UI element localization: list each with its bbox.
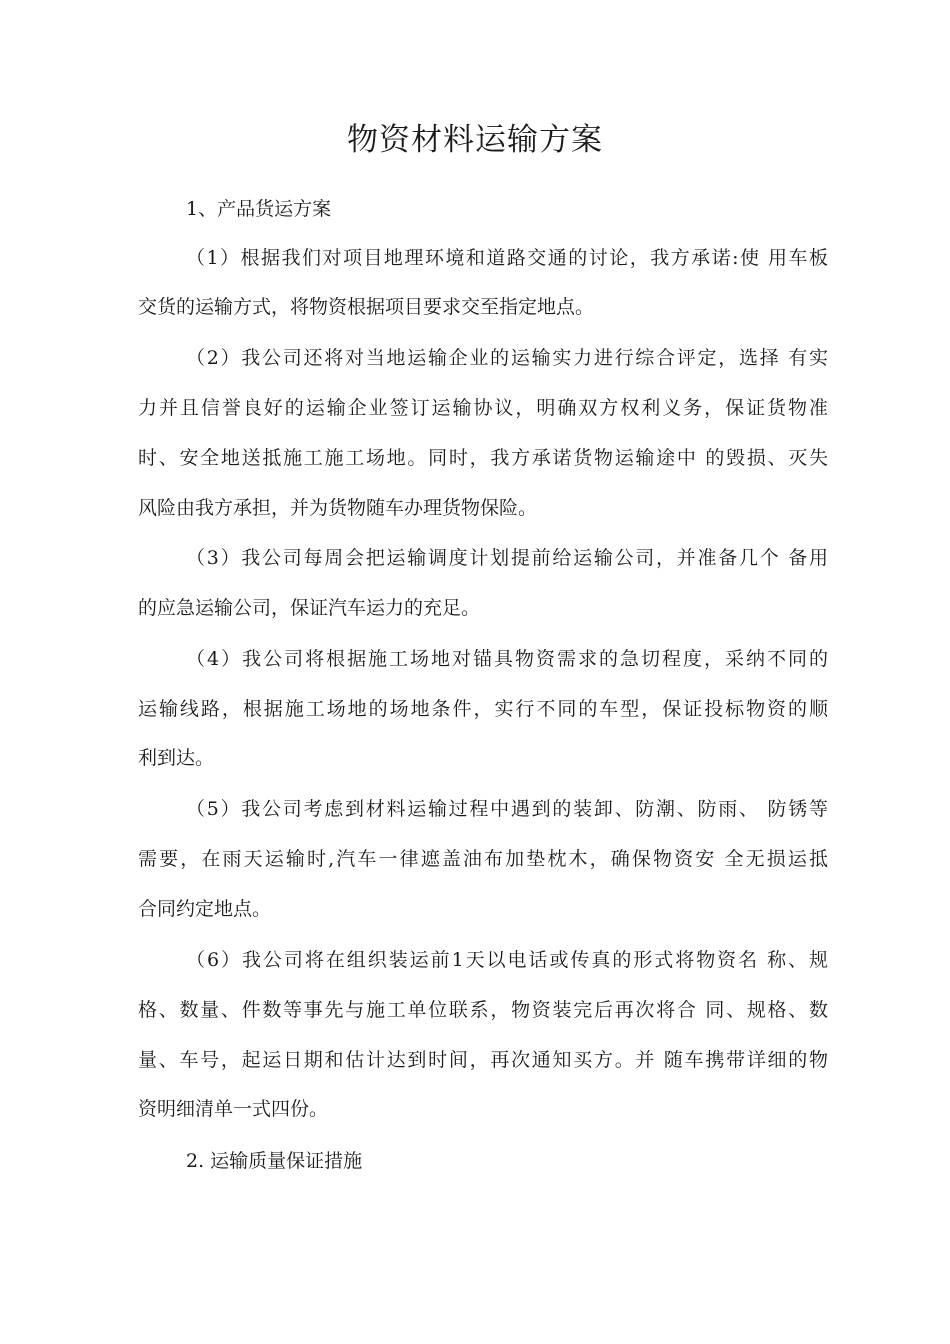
paragraph-line: 的应急运输公司，保证汽车运力的充足。 (138, 597, 481, 619)
paragraph-line: 风险由我方承担，并为货物随车办理货物保险。 (138, 497, 538, 519)
section-heading-1: 1、产品货运方案 (186, 198, 332, 220)
section-heading-2: 2. 运输质量保证措施 (186, 1150, 363, 1172)
document-title: 物资材料运输方案 (347, 122, 603, 158)
paragraph-line: （4）我公司将根据施工场地对锚具物资需求的急切程度，采纳不同的 (186, 648, 828, 670)
paragraph-line: （2）我公司还将对当地运输企业的运输实力进行综合评定，选择 有实 (186, 347, 828, 369)
paragraph-line: 交货的运输方式，将物资根据项目要求交至指定地点。 (138, 296, 595, 318)
paragraph-line: （3）我公司每周会把运输调度计划提前给运输公司，并准备几个 备用 (186, 547, 828, 569)
paragraph-line: 资明细清单一式四份。 (138, 1098, 329, 1120)
paragraph-line: （1）根据我们对项目地理环境和道路交通的讨论，我方承诺:使 用车板 (186, 247, 828, 269)
paragraph-line: 运输线路，根据施工场地的场地条件，实行不同的车型，保证投标物资的顺 (138, 698, 828, 720)
paragraph-line: 量、车号，起运日期和估计达到时间，再次通知买方。并 随车携带详细的物 (138, 1049, 828, 1071)
paragraph-line: 利到达。 (138, 747, 215, 769)
paragraph-line: 合同约定地点。 (138, 898, 272, 920)
paragraph-line: （6）我公司将在组织装运前1天以电话或传真的形式将物资名 称、规 (186, 949, 828, 971)
paragraph-line: 时、安全地送抵施工施工场地。同时，我方承诺货物运输途中 的毁损、灭失 (138, 447, 828, 469)
paragraph-line: 格、数量、件数等事先与施工单位联系，物资装完后再次将合 同、规格、数 (138, 999, 828, 1021)
paragraph-line: （5）我公司考虑到材料运输过程中遇到的装卸、防潮、防雨、 防锈等 (186, 798, 828, 820)
paragraph-line: 力并且信誉良好的运输企业签订运输协议，明确双方权利义务，保证货物准 (138, 397, 828, 419)
paragraph-line: 需要，在雨天运输时,汽车一律遮盖油布加垫枕木，确保物资安 全无损运抵 (138, 848, 828, 870)
